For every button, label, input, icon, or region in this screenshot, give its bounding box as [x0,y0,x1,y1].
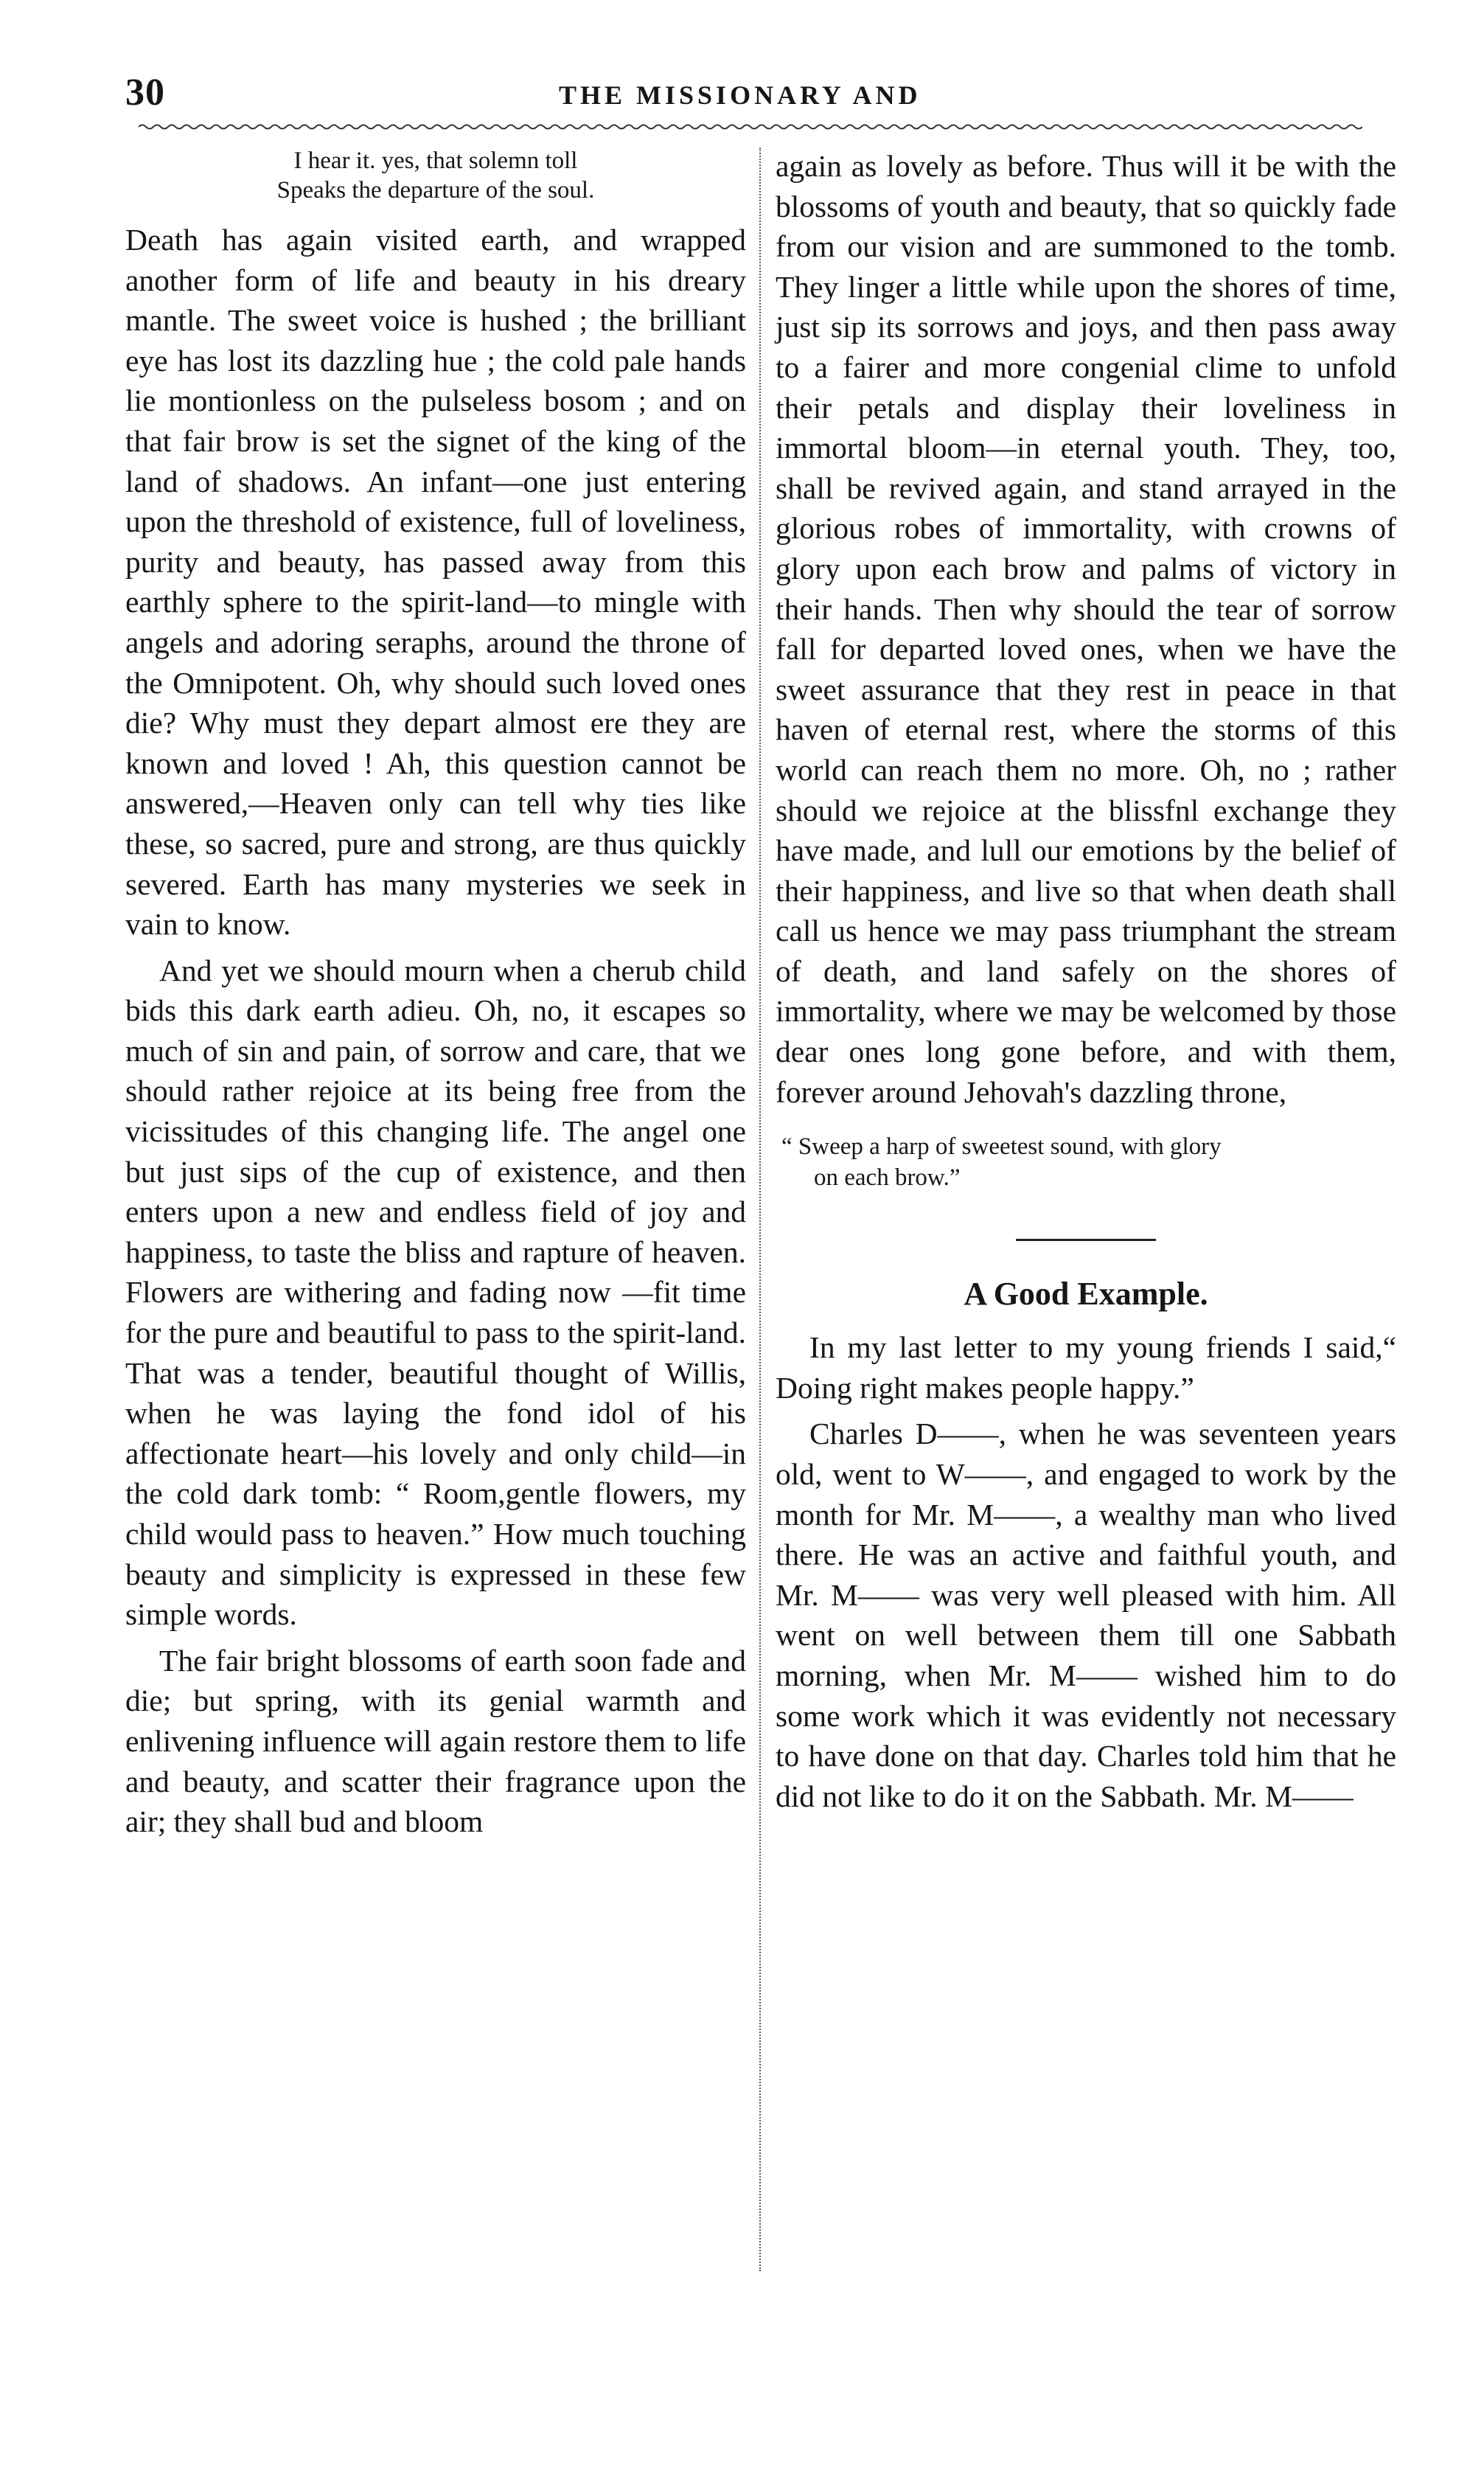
body-paragraph: In my last letter to my young friends I said,“ Doing right makes people happy.” [776,1330,1396,1405]
column-divider [759,147,761,2271]
running-head: THE MISSIONARY AND [559,80,922,110]
quote-line: on each brow.” [814,1164,961,1192]
section-title: A Good Example. [964,1276,1208,1313]
body-paragraph: Charles D——, when he was seventeen years old, went to W——, and engaged to work by the month for Mr. M——, a wealthy man who lived there. He was an active and faithful youth, and Mr. M—— was very well pleased with him. All went on well between them till one Sabbath morning, when Mr. M—— wished him to do some work which it was evidently not necessary to have done on that day. Charles told him that he did not like to do it on the Sabbath. Mr. M—— [776,1417,1396,1813]
body-paragraph: The fair bright blossoms of earth soon fade and die; but spring, with its genial warmth and enlivening influence will again restore them to life and beauty, and scatter their fragrance upon the air; they shall bud and bloom [125,1643,746,1839]
epigraph [125,146,746,205]
body-paragraph: And yet we should mourn when a cherub child bids this dark earth adieu. Oh, no, it escapes so much of sin and pain, of sorrow and care, that we should rather rejoice at its being free from the vicissitudes of this changing life. The angel one but just sips of the cup of existence, and then enters upon a new and endless field of joy and happiness, to taste the bliss and rapture of heaven. Flowers are withering and fading now —fit time for the pure and beautiful to pass to the spirit-land. That was a tender, beautiful thought of Willis, when he was laying the fond idol of his affectionate heart—his lovely and only child—in the cold dark tomb: “ Room,gentle flowers, my child would pass to heaven.” How much touching beauty and simplicity is expressed in these few simple words. [125,953,746,1632]
left-column [125,146,746,1842]
epigraph-line: I hear it. yes, that solemn toll [293,147,578,174]
quote-line: “ Sweep a harp of sweetest sound, with glory [781,1133,1222,1161]
section-separator [1016,1239,1156,1241]
header-wavy-rule [139,122,1362,131]
poem-quote [776,1131,1396,1193]
page-number: 30 [125,72,165,114]
right-column [776,146,1396,1816]
body-paragraph: Death has again visited earth, and wrapped another form of life and beauty in his dreary mantle. The sweet voice is hushed ; the brilliant eye has lost its dazzling hue ; the cold pale hands lie montionless on the pulseless bosom ; and on that fair brow is set the signet of the king of the land of shadows. An infant—one just entering upon the threshold of existence, full of loveliness, purity and beauty, has passed away from this earthly sphere to the spirit-land—to mingle with angels and adoring seraphs, around the throne of the Omnipotent. Oh, why should such loved ones die? Why must they depart almost ere they are known and loved ! Ah, this question cannot be answered,—Heaven only can tell why ties like these, so sacred, pure and strong, are thus quickly severed. Earth has many mysteries we seek in vain to know. [125,223,746,942]
epigraph-line: Speaks the departure of the soul. [276,177,595,204]
body-paragraph: again as lovely as before. Thus will it be with the blossoms of youth and beauty, that so quickly fade from our vision and are summoned to the tomb. They linger a little while upon the shores of time, just sip its sorrows and joys, and then pass away to a fairer and more congenial clime to unfold their petals and display their loveliness in immortal bloom—in eternal youth. They, too, shall be revived again, and stand arrayed in the glorious robes of immortality, with crowns of glory upon each brow and palms of victory in their hands. Then why should the tear of sorrow fall for departed loved ones, when we have the sweet assurance that they rest in peace in that haven of eternal rest, where the storms of this world can reach them no more. Oh, no ; rather should we rejoice at the blissfnl exchange they have made, and lull our emotions by the belief of their happiness, and live so that when death shall call us hence we may pass triumphant the stream of death, and land safely on the shores of immortality, where we may be welcomed by those dear ones long gone before, and with them, forever around Jehovah's dazzling throne, [776,149,1396,1109]
